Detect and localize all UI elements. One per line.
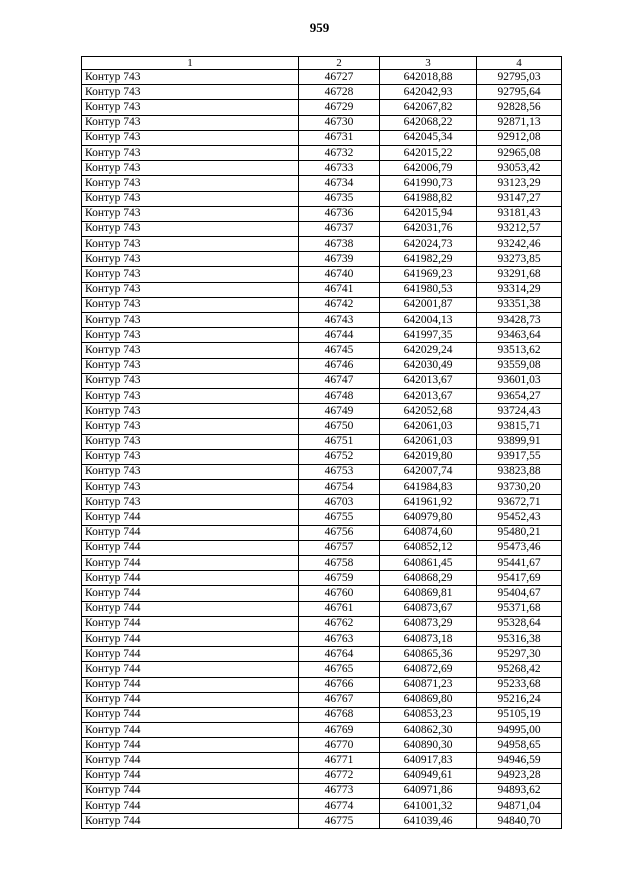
x-coordinate-cell: 640971,86 (380, 783, 477, 798)
contour-name-cell: Контур 743 (82, 115, 299, 130)
contour-name-cell: Контур 743 (82, 161, 299, 176)
point-number-cell: 46765 (299, 662, 380, 677)
table-row (82, 586, 562, 601)
x-coordinate-cell: 640861,45 (380, 556, 477, 571)
x-coordinate-cell: 642015,94 (380, 206, 477, 221)
table-row (82, 616, 562, 631)
point-number-cell: 46745 (299, 343, 380, 358)
table-row (82, 282, 562, 297)
contour-name-cell: Контур 744 (82, 601, 299, 616)
point-number-cell: 46764 (299, 647, 380, 662)
contour-name-cell: Контур 743 (82, 100, 299, 115)
contour-name-cell: Контур 744 (82, 707, 299, 722)
column-header-3: 3 (380, 57, 477, 70)
point-number-cell: 46758 (299, 556, 380, 571)
table-row (82, 495, 562, 510)
point-number-cell: 46727 (299, 70, 380, 85)
x-coordinate-cell: 642013,67 (380, 373, 477, 388)
contour-name-cell: Контур 744 (82, 571, 299, 586)
y-coordinate-cell: 94923,28 (477, 768, 562, 783)
x-coordinate-cell: 641961,92 (380, 495, 477, 510)
y-coordinate-cell: 93724,43 (477, 404, 562, 419)
y-coordinate-cell: 95441,67 (477, 556, 562, 571)
x-coordinate-cell: 640949,61 (380, 768, 477, 783)
x-coordinate-cell: 641039,46 (380, 814, 477, 829)
table-row (82, 662, 562, 677)
y-coordinate-cell: 94995,00 (477, 723, 562, 738)
contour-name-cell: Контур 743 (82, 282, 299, 297)
contour-name-cell: Контур 744 (82, 662, 299, 677)
point-number-cell: 46731 (299, 130, 380, 145)
page-number: 959 (309, 20, 330, 35)
x-coordinate-cell: 640917,83 (380, 753, 477, 768)
y-coordinate-cell: 93242,46 (477, 237, 562, 252)
x-coordinate-cell: 640890,30 (380, 738, 477, 753)
table-body (82, 57, 562, 829)
y-coordinate-cell: 94893,62 (477, 783, 562, 798)
contour-name-cell: Контур 743 (82, 373, 299, 388)
table-row (82, 343, 562, 358)
table-row (82, 328, 562, 343)
table-row (82, 480, 562, 495)
contour-name-cell: Контур 744 (82, 586, 299, 601)
y-coordinate-cell: 93899,91 (477, 434, 562, 449)
point-number-cell: 46734 (299, 176, 380, 191)
x-coordinate-cell: 641980,53 (380, 282, 477, 297)
table-row (82, 692, 562, 707)
x-coordinate-cell: 642031,76 (380, 221, 477, 236)
point-number-cell: 46751 (299, 434, 380, 449)
contour-name-cell: Контур 744 (82, 738, 299, 753)
y-coordinate-cell: 92795,64 (477, 85, 562, 100)
contour-name-cell: Контур 743 (82, 145, 299, 160)
table-row (82, 647, 562, 662)
table-row (82, 753, 562, 768)
table-row (82, 267, 562, 282)
point-number-cell: 46766 (299, 677, 380, 692)
y-coordinate-cell: 93147,27 (477, 191, 562, 206)
contour-name-cell: Контур 744 (82, 799, 299, 814)
contour-name-cell: Контур 743 (82, 221, 299, 236)
point-number-cell: 46768 (299, 707, 380, 722)
point-number-cell: 46741 (299, 282, 380, 297)
x-coordinate-cell: 642007,74 (380, 464, 477, 479)
contour-name-cell: Контур 743 (82, 267, 299, 282)
table-row (82, 373, 562, 388)
table-row (82, 707, 562, 722)
y-coordinate-cell: 92871,13 (477, 115, 562, 130)
y-coordinate-cell: 92795,03 (477, 70, 562, 85)
y-coordinate-cell: 95328,64 (477, 616, 562, 631)
contour-name-cell: Контур 744 (82, 540, 299, 555)
x-coordinate-cell: 640873,18 (380, 631, 477, 646)
point-number-cell: 46743 (299, 313, 380, 328)
table-row (82, 191, 562, 206)
table-row (82, 571, 562, 586)
table-row (82, 85, 562, 100)
table-row (82, 814, 562, 829)
table-row (82, 145, 562, 160)
contour-name-cell: Контур 743 (82, 297, 299, 312)
point-number-cell: 46733 (299, 161, 380, 176)
point-number-cell: 46703 (299, 495, 380, 510)
x-coordinate-cell: 642015,22 (380, 145, 477, 160)
x-coordinate-cell: 642061,03 (380, 419, 477, 434)
table-row (82, 434, 562, 449)
contour-name-cell: Контур 743 (82, 404, 299, 419)
table-row (82, 556, 562, 571)
x-coordinate-cell: 640869,81 (380, 586, 477, 601)
y-coordinate-cell: 93463,64 (477, 328, 562, 343)
x-coordinate-cell: 641990,73 (380, 176, 477, 191)
table-row (82, 130, 562, 145)
contour-name-cell: Контур 743 (82, 206, 299, 221)
contour-name-cell: Контур 744 (82, 768, 299, 783)
table-row (82, 237, 562, 252)
y-coordinate-cell: 93654,27 (477, 388, 562, 403)
point-number-cell: 46739 (299, 252, 380, 267)
y-coordinate-cell: 93212,57 (477, 221, 562, 236)
x-coordinate-cell: 642068,22 (380, 115, 477, 130)
x-coordinate-cell: 642030,49 (380, 358, 477, 373)
contour-name-cell: Контур 743 (82, 388, 299, 403)
table-row (82, 738, 562, 753)
table-row (82, 799, 562, 814)
point-number-cell: 46773 (299, 783, 380, 798)
y-coordinate-cell: 94840,70 (477, 814, 562, 829)
contour-name-cell: Контур 744 (82, 814, 299, 829)
contour-name-cell: Контур 744 (82, 723, 299, 738)
point-number-cell: 46757 (299, 540, 380, 555)
point-number-cell: 46752 (299, 449, 380, 464)
table-row (82, 540, 562, 555)
point-number-cell: 46772 (299, 768, 380, 783)
x-coordinate-cell: 640869,80 (380, 692, 477, 707)
table-row (82, 206, 562, 221)
point-number-cell: 46744 (299, 328, 380, 343)
point-number-cell: 46738 (299, 237, 380, 252)
x-coordinate-cell: 640865,36 (380, 647, 477, 662)
point-number-cell: 46771 (299, 753, 380, 768)
contour-name-cell: Контур 743 (82, 85, 299, 100)
y-coordinate-cell: 92912,08 (477, 130, 562, 145)
contour-name-cell: Контур 743 (82, 449, 299, 464)
point-number-cell: 46735 (299, 191, 380, 206)
point-number-cell: 46755 (299, 510, 380, 525)
table-header-row (82, 57, 562, 70)
table-row (82, 161, 562, 176)
y-coordinate-cell: 95417,69 (477, 571, 562, 586)
x-coordinate-cell: 642052,68 (380, 404, 477, 419)
x-coordinate-cell: 640852,12 (380, 540, 477, 555)
y-coordinate-cell: 95216,24 (477, 692, 562, 707)
contour-name-cell: Контур 743 (82, 419, 299, 434)
point-number-cell: 46742 (299, 297, 380, 312)
table-row (82, 221, 562, 236)
point-number-cell: 46730 (299, 115, 380, 130)
x-coordinate-cell: 641969,23 (380, 267, 477, 282)
table-row (82, 464, 562, 479)
y-coordinate-cell: 95297,30 (477, 647, 562, 662)
x-coordinate-cell: 640873,67 (380, 601, 477, 616)
point-number-cell: 46767 (299, 692, 380, 707)
column-header-2: 2 (299, 57, 380, 70)
point-number-cell: 46729 (299, 100, 380, 115)
x-coordinate-cell: 640853,23 (380, 707, 477, 722)
x-coordinate-cell: 640979,80 (380, 510, 477, 525)
contour-name-cell: Контур 743 (82, 328, 299, 343)
y-coordinate-cell: 93815,71 (477, 419, 562, 434)
y-coordinate-cell: 93672,71 (477, 495, 562, 510)
x-coordinate-cell: 642019,80 (380, 449, 477, 464)
y-coordinate-cell: 93428,73 (477, 313, 562, 328)
point-number-cell: 46748 (299, 388, 380, 403)
coordinates-table (81, 56, 562, 829)
table-row (82, 70, 562, 85)
table-row (82, 404, 562, 419)
point-number-cell: 46754 (299, 480, 380, 495)
contour-name-cell: Контур 744 (82, 556, 299, 571)
y-coordinate-cell: 92828,56 (477, 100, 562, 115)
table-row (82, 510, 562, 525)
x-coordinate-cell: 641001,32 (380, 799, 477, 814)
x-coordinate-cell: 641982,29 (380, 252, 477, 267)
x-coordinate-cell: 642013,67 (380, 388, 477, 403)
table-row (82, 419, 562, 434)
contour-name-cell: Контур 743 (82, 252, 299, 267)
x-coordinate-cell: 641988,82 (380, 191, 477, 206)
table-row (82, 783, 562, 798)
y-coordinate-cell: 95233,68 (477, 677, 562, 692)
y-coordinate-cell: 95105,19 (477, 707, 562, 722)
y-coordinate-cell: 93351,38 (477, 297, 562, 312)
table-row (82, 677, 562, 692)
y-coordinate-cell: 95316,38 (477, 631, 562, 646)
y-coordinate-cell: 95268,42 (477, 662, 562, 677)
x-coordinate-cell: 642067,82 (380, 100, 477, 115)
y-coordinate-cell: 93273,85 (477, 252, 562, 267)
contour-name-cell: Контур 743 (82, 434, 299, 449)
table-row (82, 388, 562, 403)
y-coordinate-cell: 93559,08 (477, 358, 562, 373)
contour-name-cell: Контур 744 (82, 753, 299, 768)
point-number-cell: 46740 (299, 267, 380, 282)
x-coordinate-cell: 640874,60 (380, 525, 477, 540)
y-coordinate-cell: 92965,08 (477, 145, 562, 160)
point-number-cell: 46753 (299, 464, 380, 479)
y-coordinate-cell: 93917,55 (477, 449, 562, 464)
x-coordinate-cell: 642042,93 (380, 85, 477, 100)
contour-name-cell: Контур 743 (82, 358, 299, 373)
table-row (82, 358, 562, 373)
x-coordinate-cell: 642001,87 (380, 297, 477, 312)
contour-name-cell: Контур 743 (82, 237, 299, 252)
contour-name-cell: Контур 743 (82, 495, 299, 510)
y-coordinate-cell: 93053,42 (477, 161, 562, 176)
x-coordinate-cell: 640871,23 (380, 677, 477, 692)
x-coordinate-cell: 641997,35 (380, 328, 477, 343)
table-row (82, 768, 562, 783)
point-number-cell: 46732 (299, 145, 380, 160)
point-number-cell: 46746 (299, 358, 380, 373)
contour-name-cell: Контур 743 (82, 70, 299, 85)
point-number-cell: 46737 (299, 221, 380, 236)
y-coordinate-cell: 95452,43 (477, 510, 562, 525)
point-number-cell: 46749 (299, 404, 380, 419)
y-coordinate-cell: 94958,65 (477, 738, 562, 753)
x-coordinate-cell: 640868,29 (380, 571, 477, 586)
contour-name-cell: Контур 743 (82, 343, 299, 358)
point-number-cell: 46747 (299, 373, 380, 388)
contour-name-cell: Контур 744 (82, 525, 299, 540)
contour-name-cell: Контур 744 (82, 783, 299, 798)
table-row (82, 252, 562, 267)
y-coordinate-cell: 93513,62 (477, 343, 562, 358)
point-number-cell: 46756 (299, 525, 380, 540)
point-number-cell: 46770 (299, 738, 380, 753)
point-number-cell: 46761 (299, 601, 380, 616)
contour-name-cell: Контур 744 (82, 647, 299, 662)
point-number-cell: 46750 (299, 419, 380, 434)
table-row (82, 176, 562, 191)
contour-name-cell: Контур 744 (82, 616, 299, 631)
x-coordinate-cell: 642006,79 (380, 161, 477, 176)
contour-name-cell: Контур 744 (82, 677, 299, 692)
contour-name-cell: Контур 744 (82, 510, 299, 525)
point-number-cell: 46775 (299, 814, 380, 829)
contour-name-cell: Контур 743 (82, 191, 299, 206)
y-coordinate-cell: 93823,88 (477, 464, 562, 479)
x-coordinate-cell: 641984,83 (380, 480, 477, 495)
column-header-1: 1 (82, 57, 299, 70)
x-coordinate-cell: 642061,03 (380, 434, 477, 449)
y-coordinate-cell: 93314,29 (477, 282, 562, 297)
y-coordinate-cell: 95473,46 (477, 540, 562, 555)
point-number-cell: 46762 (299, 616, 380, 631)
contour-name-cell: Контур 743 (82, 313, 299, 328)
contour-name-cell: Контур 743 (82, 130, 299, 145)
contour-name-cell: Контур 744 (82, 631, 299, 646)
point-number-cell: 46728 (299, 85, 380, 100)
x-coordinate-cell: 640862,30 (380, 723, 477, 738)
table-row (82, 723, 562, 738)
table-row (82, 449, 562, 464)
y-coordinate-cell: 94946,59 (477, 753, 562, 768)
x-coordinate-cell: 642024,73 (380, 237, 477, 252)
y-coordinate-cell: 95371,68 (477, 601, 562, 616)
point-number-cell: 46763 (299, 631, 380, 646)
table-row (82, 313, 562, 328)
x-coordinate-cell: 640872,69 (380, 662, 477, 677)
y-coordinate-cell: 93601,03 (477, 373, 562, 388)
table-row (82, 525, 562, 540)
point-number-cell: 46736 (299, 206, 380, 221)
point-number-cell: 46774 (299, 799, 380, 814)
point-number-cell: 46759 (299, 571, 380, 586)
y-coordinate-cell: 93181,43 (477, 206, 562, 221)
point-number-cell: 46769 (299, 723, 380, 738)
x-coordinate-cell: 642045,34 (380, 130, 477, 145)
contour-name-cell: Контур 743 (82, 176, 299, 191)
table-row (82, 100, 562, 115)
column-header-4: 4 (477, 57, 562, 70)
table-row (82, 115, 562, 130)
contour-name-cell: Контур 744 (82, 692, 299, 707)
y-coordinate-cell: 93291,68 (477, 267, 562, 282)
contour-name-cell: Контур 743 (82, 480, 299, 495)
x-coordinate-cell: 642029,24 (380, 343, 477, 358)
x-coordinate-cell: 642018,88 (380, 70, 477, 85)
x-coordinate-cell: 642004,13 (380, 313, 477, 328)
table-row (82, 631, 562, 646)
x-coordinate-cell: 640873,29 (380, 616, 477, 631)
table-row (82, 297, 562, 312)
y-coordinate-cell: 93730,20 (477, 480, 562, 495)
point-number-cell: 46760 (299, 586, 380, 601)
y-coordinate-cell: 95480,21 (477, 525, 562, 540)
contour-name-cell: Контур 743 (82, 464, 299, 479)
y-coordinate-cell: 93123,29 (477, 176, 562, 191)
y-coordinate-cell: 94871,04 (477, 799, 562, 814)
y-coordinate-cell: 95404,67 (477, 586, 562, 601)
table-row (82, 601, 562, 616)
